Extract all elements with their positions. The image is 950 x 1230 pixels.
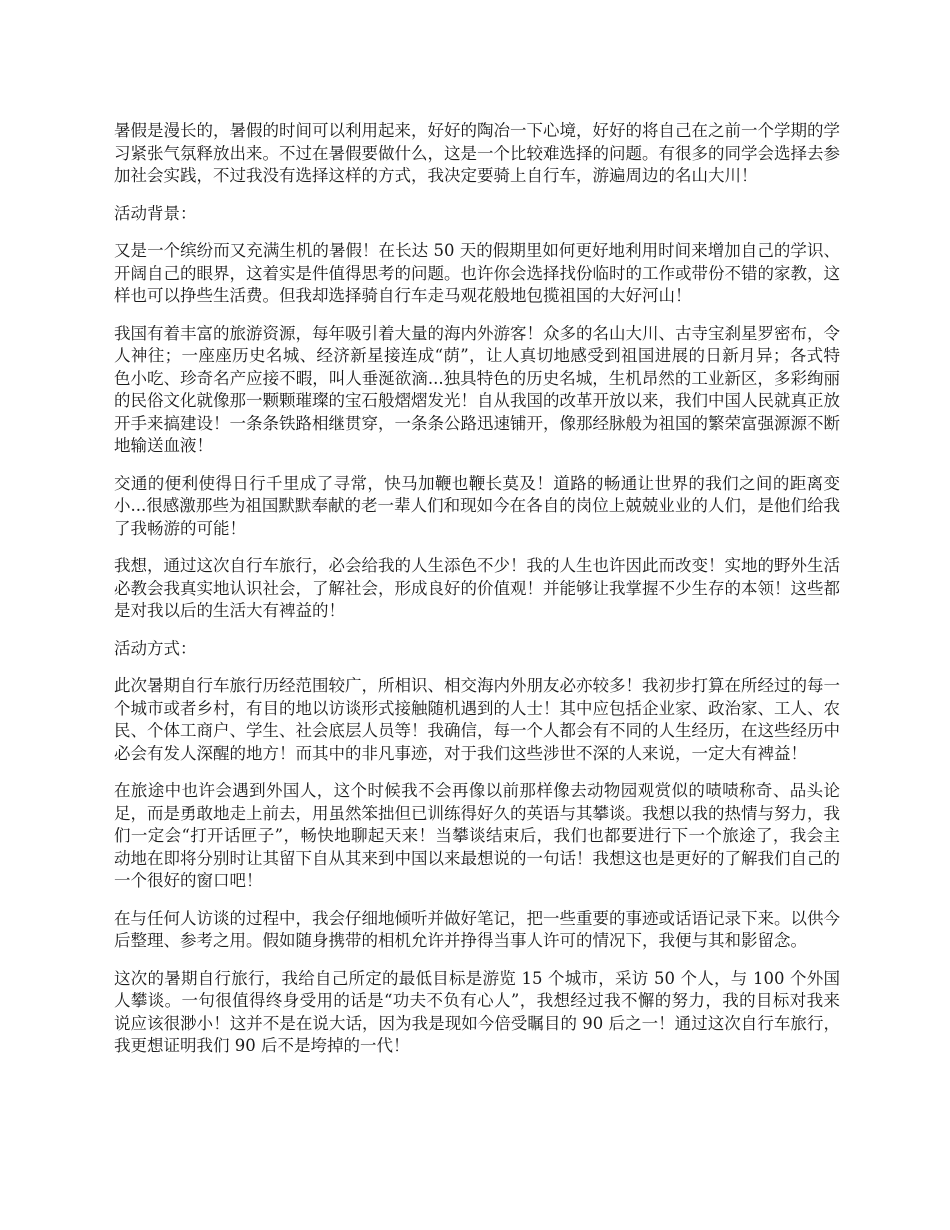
method-paragraph-4: 这次的暑期自行旅行，我给自己所定的最低目标是游览 15 个城市，采访 50 个人，与 100 个外国人攀谈。一句很值得终身受用的话是“功夫不负有心人”，我想经过我不懈的努力，我的目标对我来说应该很渺小！这并不是在说大话，因为我是现如今倍受瞩目的 90 后之一！通过这次自行车旅行，我更想证明我们 90 后不是垮掉的一代！ <box>114 968 840 1055</box>
section-heading-background: 活动背景： <box>114 203 197 223</box>
section-heading-method: 活动方式： <box>114 638 197 658</box>
method-paragraph-2: 在旅途中也许会遇到外国人，这个时候我不会再像以前那样像去动物园观赏似的啧啧称奇、品头论足，而是勇敢地走上前去，用虽然笨拙但已训练得好久的英语与其攀谈。我想以我的热情与努力，我们一定会“打开话匣子”，畅快地聊起天来！当攀谈结束后，我们也都要进行下一个旅途了，我会主动地在即将分别时让其留下自从其来到中国以来最想说的一句话！我想这也是更好的了解我们自己的一个很好的窗口吧！ <box>114 781 840 890</box>
method-paragraph-3: 在与任何人访谈的过程中，我会仔细地倾听并做好笔记，把一些重要的事迹或话语记录下来。以供今后整理、参考之用。假如随身携带的相机允许并挣得当事人许可的情况下，我便与其和影留念。 <box>114 908 840 950</box>
background-paragraph-3: 交通的便利使得日行千里成了寻常，快马加鞭也鞭长莫及！道路的畅通让世界的我们之间的距离变小...很感激那些为祖国默默奉献的老一辈人们和现如今在各自的岗位上兢兢业业的人们，是他们给我了我畅游的可能！ <box>114 473 840 538</box>
document-body <box>114 120 840 1073</box>
background-paragraph-1: 又是一个缤纷而又充满生机的暑假！在长达 50 天的假期里如何更好地利用时间来增加自己的学识、开阔自己的眼界，这着实是件值得思考的问题。也许你会选择找份临时的工作或带份不错的家教，这样也可以挣些生活费。但我却选择骑自行车走马观花般地包揽祖国的大好河山！ <box>114 241 840 305</box>
background-paragraph-4: 我想，通过这次自行车旅行，必会给我的人生添色不少！我的人生也许因此而改变！实地的野外生活必教会我真实地认识社会，了解社会，形成良好的价值观！并能够让我掌握不少生存的本领！这些都是对我以后的生活大有裨益的！ <box>114 556 840 620</box>
method-paragraph-1: 此次暑期自行车旅行历经范围较广，所相识、相交海内外朋友必亦较多！我初步打算在所经过的每一个城市或者乡村，有目的地以访谈形式接触随机遇到的人士！其中应包括企业家、政治家、工人、农民、个体工商户、学生、社会底层人员等！我确信，每一个人都会有不同的人生经历，在这些经历中必会有发人深醒的地方！而其中的非凡事迹，对于我们这些涉世不深的人来说，一定大有裨益！ <box>114 676 840 763</box>
intro-paragraph: 暑假是漫长的，暑假的时间可以利用起来，好好的陶冶一下心境，好好的将自己在之前一个学期的学习紧张气氛释放出来。不过在暑假要做什么，这是一个比较难选择的问题。有很多的同学会选择去参加社会实践，不过我没有选择这样的方式，我决定要骑上自行车，游遍周边的名山大川！ <box>114 121 840 185</box>
background-paragraph-2: 我国有着丰富的旅游资源，每年吸引着大量的海内外游客！众多的名山大川、古寺宝刹星罗密布，令人神往；一座座历史名城、经济新星接连成“荫”，让人真切地感受到祖国进展的日新月异；各式特色小吃、珍奇名产应接不暇，叫人垂涎欲滴...独具特色的历史名城，生机昂然的工业新区，多彩绚丽的民俗文化就像那一颗颗璀璨的宝石般熠熠发光！自从我国的改革开放以来，我们中国人民就真正放开手来搞建设！一条条铁路相继贯穿，一条条公路迅速铺开，像那经脉般为祖国的繁荣富强源源不断地输送血液！ <box>114 323 840 455</box>
